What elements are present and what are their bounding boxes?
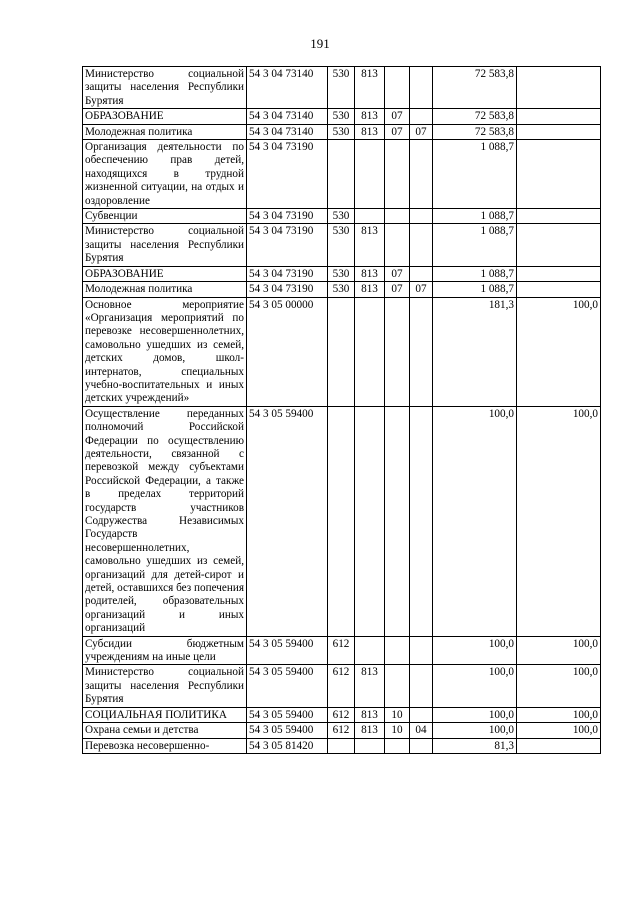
row-administrator-cell: 813 [355,109,385,124]
row-section-cell: 07 [385,109,410,124]
table-row [83,109,601,124]
row-target-article-cell: 54 3 04 73190 [247,282,328,297]
row-amount-cell: 72 583,8 [433,67,517,109]
row-administrator-cell: 813 [355,224,385,266]
row-section-cell [385,297,410,406]
row-section-cell: 10 [385,707,410,722]
row-expense-type-cell: 530 [328,282,355,297]
row-amount-cell: 81,3 [433,738,517,753]
row-section-cell: 10 [385,723,410,738]
row-expense-type-cell: 530 [328,266,355,281]
row-subsection-cell: 07 [410,282,433,297]
table-row [83,140,601,209]
row-amount-cell: 181,3 [433,297,517,406]
row-subsection-cell [410,406,433,636]
row-name-cell: Министерство социальной защиты населения Республики Бурятия [83,665,247,707]
row-section-cell: 07 [385,124,410,139]
row-amount-federal-cell: 100,0 [517,723,601,738]
row-subsection-cell [410,297,433,406]
row-amount-cell: 1 088,7 [433,140,517,209]
row-target-article-cell: 54 3 04 73190 [247,266,328,281]
row-administrator-cell [355,738,385,753]
row-target-article-cell: 54 3 05 59400 [247,636,328,665]
row-subsection-cell [410,67,433,109]
page-number: 191 [310,36,330,51]
row-amount-federal-cell [517,124,601,139]
row-amount-cell: 100,0 [433,707,517,722]
row-amount-cell: 100,0 [433,665,517,707]
row-name-cell: СОЦИАЛЬНАЯ ПОЛИТИКА [83,707,247,722]
table-row [83,665,601,707]
row-expense-type-cell: 612 [328,723,355,738]
row-administrator-cell: 813 [355,282,385,297]
row-amount-cell: 72 583,8 [433,124,517,139]
table-row [83,723,601,738]
row-target-article-cell: 54 3 05 00000 [247,297,328,406]
row-name-cell: Министерство социальной защиты населения Республики Бурятия [83,224,247,266]
row-amount-federal-cell: 100,0 [517,636,601,665]
row-expense-type-cell [328,140,355,209]
row-amount-federal-cell [517,282,601,297]
row-name-cell: Охрана семьи и детства [83,723,247,738]
row-amount-federal-cell [517,266,601,281]
row-name-cell: ОБРАЗОВАНИЕ [83,266,247,281]
row-name-cell: Осуществление переданных полномочий Российской Федерации по осуществлению деятельности, связанной с перевозкой между субъектами Российской Федерации, а также в пределах территорий государств участников Содружества Независимых Государств несовершеннолетних, самовольно ушедших из семей, организаций для детей-сирот и детей, оставшихся без попечения родителей, образовательных организаций и иных организаций [83,406,247,636]
row-amount-federal-cell: 100,0 [517,406,601,636]
row-name-cell: Основное мероприятие «Организация мероприятий по перевозке несовершеннолетних, самовольно ушедших из семей, детских домов, школ-интернатов, специальных учебно-воспитательных и иных детских учреждений» [83,297,247,406]
table-row [83,224,601,266]
row-name-cell: ОБРАЗОВАНИЕ [83,109,247,124]
row-section-cell [385,406,410,636]
row-section-cell [385,665,410,707]
row-administrator-cell: 813 [355,707,385,722]
row-section-cell [385,738,410,753]
table-row [83,282,601,297]
row-subsection-cell [410,665,433,707]
row-name-cell: Субсидии бюджетным учреждениям на иные цели [83,636,247,665]
row-expense-type-cell [328,406,355,636]
row-amount-federal-cell [517,738,601,753]
row-name-cell: Молодежная политика [83,282,247,297]
row-expense-type-cell: 530 [328,67,355,109]
table-row [83,297,601,406]
row-amount-cell: 100,0 [433,406,517,636]
row-administrator-cell: 813 [355,67,385,109]
row-amount-federal-cell [517,224,601,266]
row-expense-type-cell: 530 [328,209,355,224]
row-administrator-cell [355,297,385,406]
row-subsection-cell [410,636,433,665]
table-row [83,266,601,281]
row-expense-type-cell: 612 [328,665,355,707]
row-subsection-cell [410,140,433,209]
row-expense-type-cell: 530 [328,224,355,266]
row-amount-federal-cell [517,67,601,109]
row-target-article-cell: 54 3 04 73140 [247,109,328,124]
table-row [83,636,601,665]
row-expense-type-cell: 530 [328,109,355,124]
row-subsection-cell: 07 [410,124,433,139]
row-target-article-cell: 54 3 05 59400 [247,406,328,636]
table-row [83,67,601,109]
row-subsection-cell: 04 [410,723,433,738]
row-subsection-cell [410,266,433,281]
row-target-article-cell: 54 3 04 73190 [247,224,328,266]
row-expense-type-cell [328,738,355,753]
row-section-cell [385,209,410,224]
table-row [83,738,601,753]
row-subsection-cell [410,224,433,266]
row-amount-cell: 1 088,7 [433,282,517,297]
row-expense-type-cell: 612 [328,636,355,665]
row-administrator-cell [355,209,385,224]
row-amount-cell: 1 088,7 [433,209,517,224]
row-name-cell: Организация деятельности по обеспечению прав детей, находящихся в трудной жизненной ситуации, на отдых и оздоровление [83,140,247,209]
table-row [83,209,601,224]
row-target-article-cell: 54 3 05 59400 [247,665,328,707]
row-section-cell [385,140,410,209]
row-target-article-cell: 54 3 04 73190 [247,209,328,224]
row-name-cell: Министерство социальной защиты населения Республики Бурятия [83,67,247,109]
row-amount-federal-cell: 100,0 [517,707,601,722]
row-section-cell [385,636,410,665]
row-subsection-cell [410,209,433,224]
row-amount-federal-cell [517,140,601,209]
row-target-article-cell: 54 3 05 59400 [247,707,328,722]
budget-table [82,66,601,754]
row-expense-type-cell [328,297,355,406]
row-name-cell: Молодежная политика [83,124,247,139]
row-section-cell [385,224,410,266]
table-row [83,406,601,636]
row-amount-cell: 1 088,7 [433,224,517,266]
row-amount-cell: 1 088,7 [433,266,517,281]
row-amount-federal-cell [517,109,601,124]
row-name-cell: Субвенции [83,209,247,224]
row-section-cell: 07 [385,266,410,281]
row-expense-type-cell: 612 [328,707,355,722]
row-section-cell [385,67,410,109]
row-name-cell: Перевозка несовершенно- [83,738,247,753]
table-row [83,124,601,139]
row-target-article-cell: 54 3 04 73140 [247,67,328,109]
row-administrator-cell: 813 [355,723,385,738]
row-section-cell: 07 [385,282,410,297]
row-amount-cell: 100,0 [433,723,517,738]
row-subsection-cell [410,109,433,124]
row-expense-type-cell: 530 [328,124,355,139]
row-amount-federal-cell [517,209,601,224]
row-target-article-cell: 54 3 05 59400 [247,723,328,738]
row-amount-cell: 100,0 [433,636,517,665]
row-subsection-cell [410,738,433,753]
row-administrator-cell: 813 [355,665,385,707]
row-target-article-cell: 54 3 04 73190 [247,140,328,209]
row-amount-cell: 72 583,8 [433,109,517,124]
row-subsection-cell [410,707,433,722]
row-administrator-cell: 813 [355,266,385,281]
row-administrator-cell: 813 [355,124,385,139]
row-target-article-cell: 54 3 04 73140 [247,124,328,139]
row-administrator-cell [355,636,385,665]
row-administrator-cell [355,140,385,209]
row-amount-federal-cell: 100,0 [517,297,601,406]
row-administrator-cell [355,406,385,636]
row-target-article-cell: 54 3 05 81420 [247,738,328,753]
row-amount-federal-cell: 100,0 [517,665,601,707]
table-row [83,707,601,722]
